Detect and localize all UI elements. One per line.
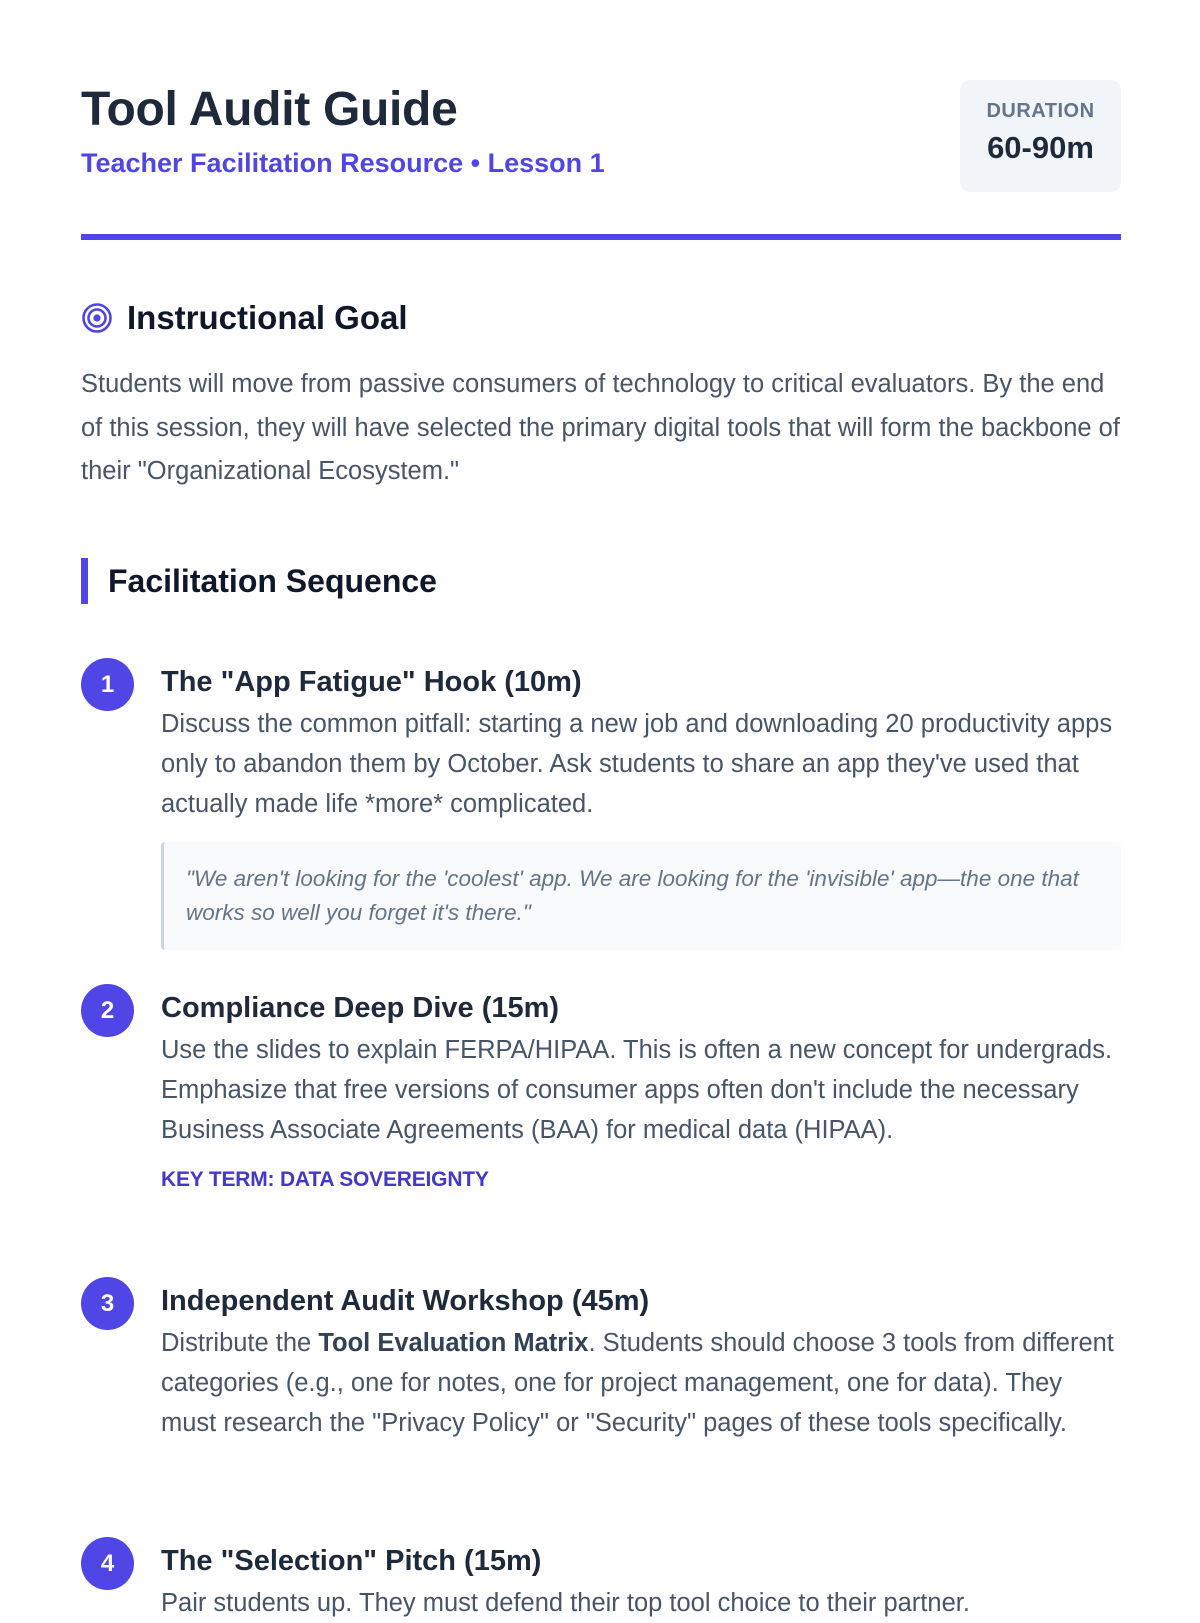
target-icon [81,302,113,334]
step-title: Independent Audit Workshop (45m) [161,1285,650,1317]
tool-evaluation-matrix-term: Tool Evaluation Matrix [318,1329,589,1357]
page-title: Tool Audit Guide [81,83,458,136]
step-body [161,658,1121,950]
step-text: Use the slides to explain FERPA/HIPAA. This is often a new concept for undergrads. Emphasize that free versions of consumer apps often don't include the necessary Business Associate Agreements (BAA) for medical data (HIPAA). [161,1036,1113,1144]
header-divider [81,234,1121,240]
step-title: The "App Fatigue" Hook (10m) [161,666,582,698]
facilitation-sequence-heading [81,558,437,604]
duration-badge [960,80,1121,192]
step-body [161,1277,1121,1443]
key-term-label: KEY TERM: DATA SOVEREIGNTY [161,1168,489,1191]
step-text [161,1323,1121,1443]
step-text-start: Distribute the [161,1329,319,1357]
instructional-goal-title: Instructional Goal [127,299,408,336]
duration-value: 60-90m [987,130,1094,165]
header [81,80,1121,240]
step-body [161,1537,1121,1623]
instructional-goal-heading [81,296,408,340]
step-text-end: . Students should choose 3 tools from different categories (e.g., one for notes, one for project management, one for data). They must research the "Privacy Policy" or "Security" pages of these tools specifically. [161,1329,1114,1437]
step-number-badge: 3 [81,1277,134,1330]
step-number-badge: 1 [81,658,134,711]
facilitation-sequence-title: Facilitation Sequence [108,562,437,599]
step-number-badge: 4 [81,1537,134,1590]
instructional-goal-text: Students will move from passive consumers of technology to critical evaluators. By the end of this session, they will have selected the primary digital tools that will form the backbone of their "Organizational Ecosystem." [81,370,1120,485]
step-title: The "Selection" Pitch (15m) [161,1545,542,1577]
step-text: Discuss the common pitfall: starting a new job and downloading 20 productivity apps only to abandon them by October. Ask students to share an app they've used that actually made life *more* complicated. [161,710,1113,818]
step-text: Pair students up. They must defend their top tool choice to their partner. [161,1589,970,1617]
step-quote: "We aren't looking for the 'coolest' app. We are looking for the 'invisible' app—the one that works so well you forget it's there." [161,842,1121,950]
step-title: Compliance Deep Dive (15m) [161,992,560,1024]
step-body [161,984,1121,1192]
duration-label: DURATION [986,100,1095,122]
step-number-badge: 2 [81,984,134,1037]
page-subtitle: Teacher Facilitation Resource • Lesson 1 [81,148,605,178]
